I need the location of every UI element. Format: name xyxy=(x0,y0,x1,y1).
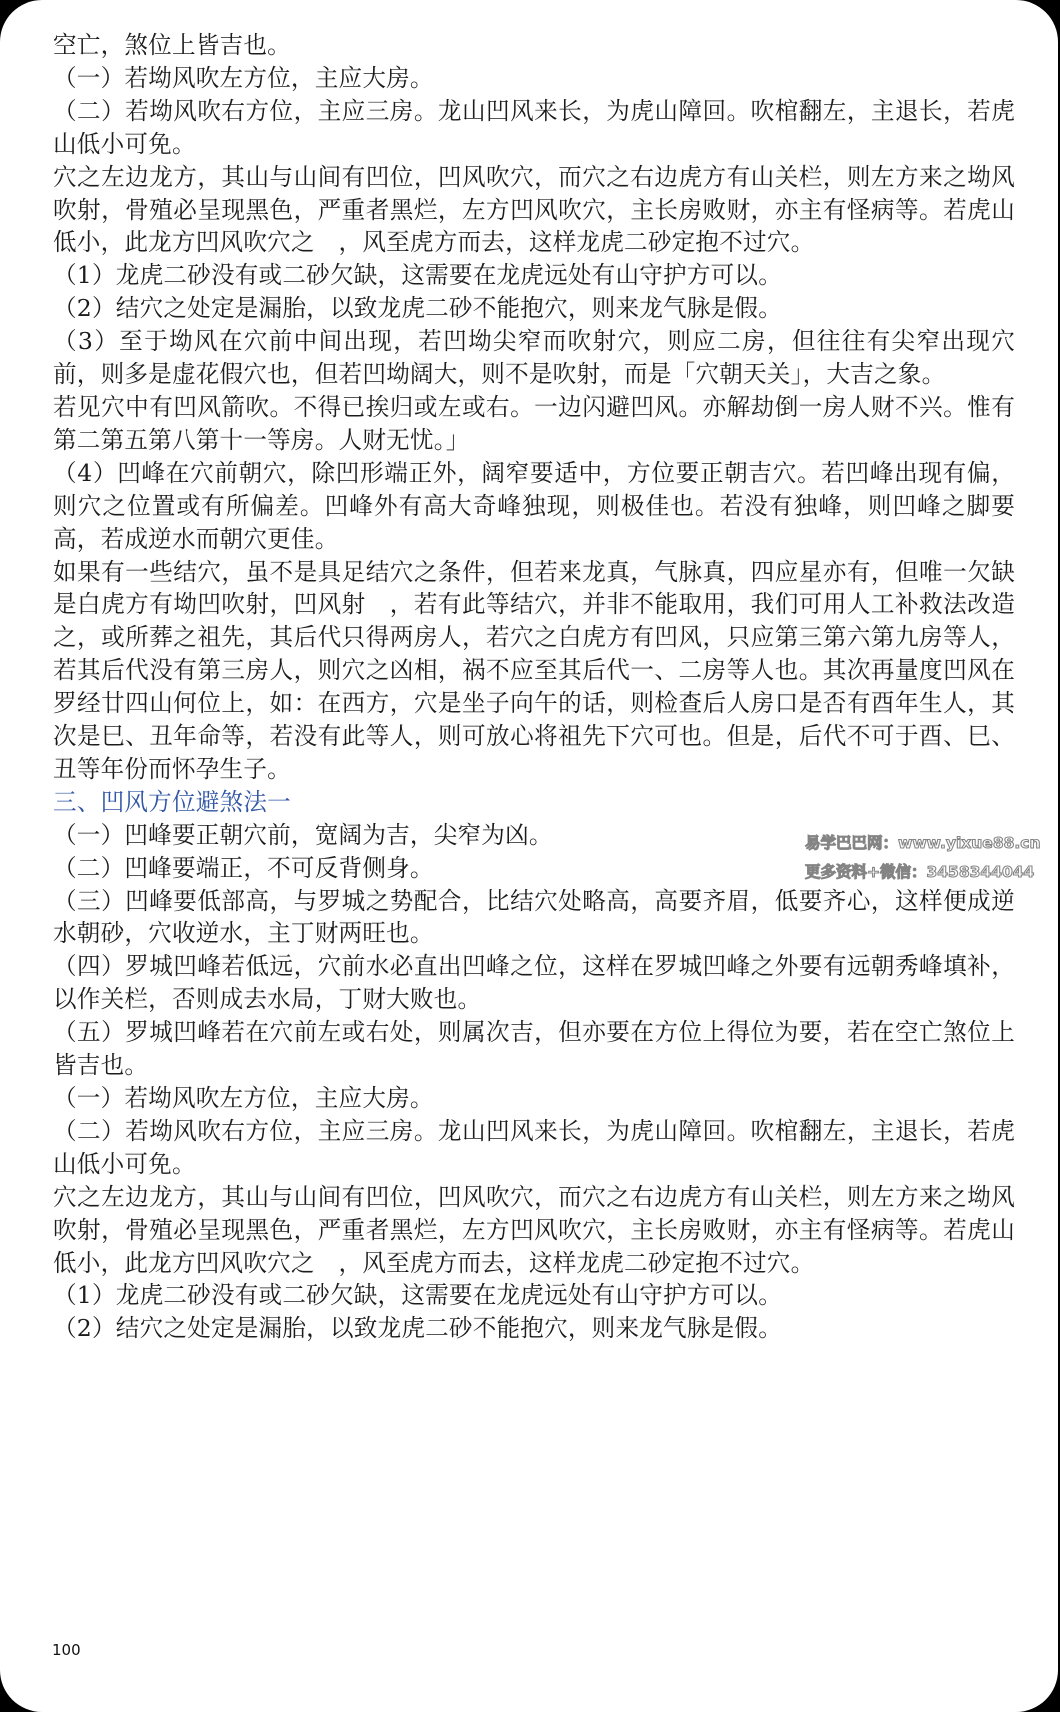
list-item: （二）若坳风吹右方位，主应三房。龙山凹风来长，为虎山障回。吹棺翻左，主退长，若虎山低小可免。 xyxy=(53,1116,1015,1178)
list-item: （四）罗城凹峰若低远，穴前水必直出凹峰之位，这样在罗城凹峰之外要有远朝秀峰填补，以作关栏，否则成去水局，丁财大败也。 xyxy=(53,952,1015,1014)
list-item: （4）凹峰在穴前朝穴，除凹形端正外，阔窄要适中，方位要正朝吉穴。若凹峰出现有偏，则穴之位置或有所偏差。凹峰外有高大奇峰独现，则极佳也。若没有独峰，则凹峰之脚要高，若成逆水而朝穴更佳。 xyxy=(53,458,1015,553)
list-item: （二）凹峰要端正，不可反背侧身。 xyxy=(53,853,434,882)
paragraph: 空亡，煞位上皆吉也。 xyxy=(53,31,291,59)
list-item: （2）结穴之处定是漏胎，以致龙虎二砂不能抱穴，则来龙气脉是假。 xyxy=(53,1314,783,1343)
list-item: （三）凹峰要低部高，与罗城之势配合，比结穴处略高，高要齐眉，低要齐心，这样便成逆水朝砂，穴收逆水，主丁财两旺也。 xyxy=(53,886,1015,948)
paragraph: 若见穴中有凹风箭吹。不得已挨归或左或右。一边闪避凹风。亦解劫倒一房人财不兴。惟有第二第五第八第十一等房。人财无忧。」 xyxy=(53,392,1015,454)
list-item: （一）若坳风吹左方位，主应大房。 xyxy=(53,63,434,92)
watermark-contact: 更多资料+微信：3458344044 xyxy=(805,863,1035,881)
section-heading: 三、凹风方位避煞法一 xyxy=(53,787,291,816)
paragraph: 如果有一些结穴，虽不是具足结穴之条件，但若来龙真，气脉真，四应星亦有，但唯一欠缺是白虎方有坳凹吹射，凹风射 ，若有此等结穴，并非不能取用，我们可用人工补救法改造之，或所葬之祖先，其后代只得两房人，若穴之白虎方有凹风，只应第三第六第九房等人，若其后代没有第三房人，则穴之凶相，祸不应至其后代一、二房等人也。其次再量度凹风在罗经廿四山何位上，如：在西方，穴是坐子向午的话，则检查后人房口是否有酉年生人，其次是巳、丑年命等，若没有此等人，则可放心将祖先下穴可也。但是，后代不可于酉、巳、丑等年份而怀孕生子。 xyxy=(53,557,1015,783)
paragraph: 穴之左边龙方，其山与山间有凹位，凹风吹穴，而穴之右边虎方有山关栏，则左方来之坳风吹射，骨殖必呈现黑色，严重者黑烂，左方凹风吹穴，主长房败财，亦主有怪病等。若虎山低小，此龙方凹风吹穴之 ，风至虎方而去，这样龙虎二砂定抱不过穴。 xyxy=(53,162,1015,257)
list-item: （1）龙虎二砂没有或二砂欠缺，这需要在龙虎远处有山守护方可以。 xyxy=(53,261,783,290)
list-item: （1）龙虎二砂没有或二砂欠缺，这需要在龙虎远处有山守护方可以。 xyxy=(53,1281,783,1310)
document-body xyxy=(53,29,1015,1345)
list-item: （一）凹峰要正朝穴前，宽阔为吉，尖窄为凶。 xyxy=(53,820,553,849)
list-item: （2）结穴之处定是漏胎，以致龙虎二砂不能抱穴，则来龙气脉是假。 xyxy=(53,294,783,323)
list-item: （二）若坳风吹右方位，主应三房。龙山凹风来长，为虎山障回。吹棺翻左，主退长，若虎山低小可免。 xyxy=(53,96,1015,158)
list-item: （3）至于坳风在穴前中间出现，若凹坳尖窄而吹射穴，则应二房，但往往有尖窄出现穴前，则多是虚花假穴也，但若凹坳阔大，则不是吹射，而是「穴朝天关」，大吉之象。 xyxy=(53,327,1015,389)
watermark-site: 易学巴巴网：www.yixue88.cn xyxy=(805,834,1041,852)
list-item: （五）罗城凹峰若在穴前左或右处，则属次吉，但亦要在方位上得位为要，若在空亡煞位上皆吉也。 xyxy=(53,1018,1015,1080)
page-number: 100 xyxy=(52,1641,81,1659)
list-item: （一）若坳风吹左方位，主应大房。 xyxy=(53,1084,434,1112)
paragraph: 穴之左边龙方，其山与山间有凹位，凹风吹穴，而穴之右边虎方有山关栏，则左方来之坳风吹射，骨殖必呈现黑色，严重者黑烂，左方凹风吹穴，主长房败财，亦主有怪病等。若虎山低小，此龙方凹风吹穴之 ，风至虎方而去，这样龙虎二砂定抱不过穴。 xyxy=(53,1182,1015,1277)
